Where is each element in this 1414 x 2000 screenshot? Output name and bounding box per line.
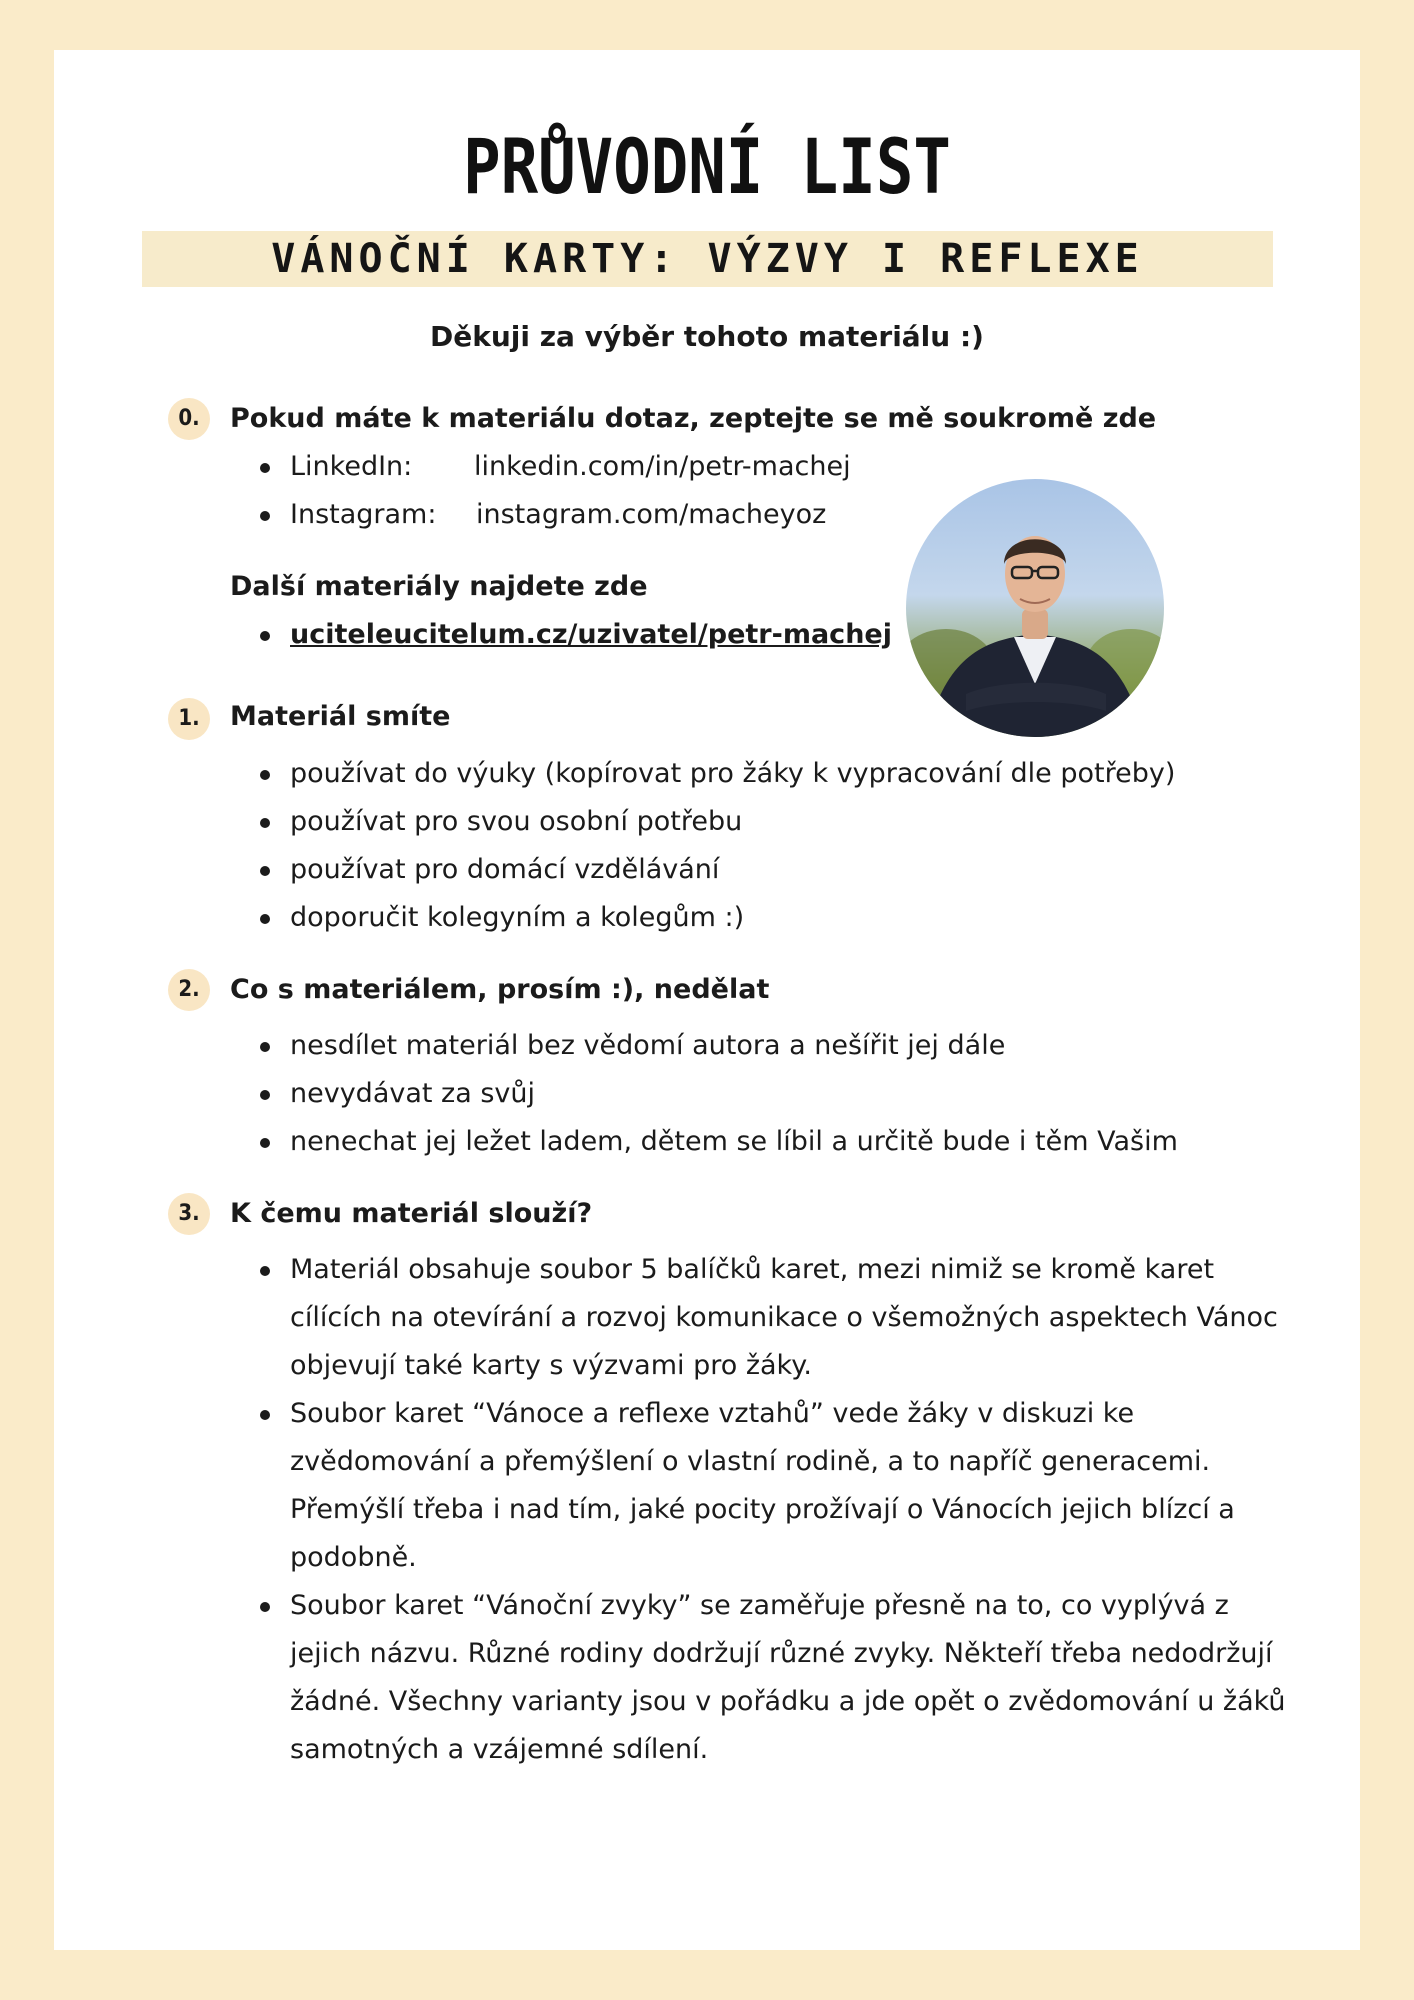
contact-label: Instagram:	[290, 499, 437, 530]
list-item: doporučit kolegyním a kolegům :)	[290, 894, 744, 942]
list-item: Soubor karet “Vánoce a reflexe vztahů” vede žáky v diskuzi ke zvědomování a přemýšlení o vlastní rodině, a to napříč generacemi. Přemýšlí třeba i nad tím, jaké pocity prožívají o Vánocích jejich blízcí a podobně.	[290, 1390, 1290, 1582]
list-item: nesdílet materiál bez vědomí autora a nešířit jej dále	[290, 1022, 1005, 1070]
list-item: Soubor karet “Vánoční zvyky” se zaměřuje přesně na to, co vyplývá z jejich názvu. Různé rodiny dodržují různé zvyky. Někteří třeba nedodržují žádné. Všechny varianty jsou v pořádku a jde opět o zvědomování u žáků samotných a vzájemné sdílení.	[290, 1582, 1290, 1774]
list-item: používat pro domácí vzdělávání	[290, 846, 719, 894]
list-item: používat pro svou osobní potřebu	[290, 798, 742, 846]
linkedin-link[interactable]: linkedin.com/in/petr-machej	[474, 451, 851, 482]
author-photo	[906, 479, 1164, 737]
instagram-link[interactable]: instagram.com/macheyoz	[476, 499, 827, 530]
section-number-2: 2.	[168, 969, 210, 1011]
section-heading-3: K čemu materiál slouží?	[230, 1198, 593, 1229]
section-heading-0: Pokud máte k materiálu dotaz, zeptejte se mě soukromě zde	[230, 403, 1157, 434]
thanks-note: Děkuji za výběr tohoto materiálu :)	[430, 320, 984, 353]
section-heading-1: Materiál smíte	[230, 701, 451, 732]
list-item: nevydávat za svůj	[290, 1070, 535, 1118]
section-number-1: 1.	[168, 698, 210, 740]
contact-linkedin	[290, 443, 851, 491]
contact-label: LinkedIn:	[290, 451, 413, 482]
contact-instagram	[290, 491, 827, 539]
section-number-0: 0.	[168, 398, 210, 440]
section-heading-2: Co s materiálem, prosím :), nedělat	[230, 974, 770, 1005]
more-materials-heading: Další materiály najdete zde	[230, 571, 648, 602]
list-item: nenechat jej ležet ladem, dětem se líbil a určitě bude i těm Vašim	[290, 1118, 1178, 1166]
more-materials-link[interactable]: uciteleucitelum.cz/uzivatel/petr-machej	[290, 611, 892, 659]
document-title: PRŮVODNÍ LIST	[463, 122, 951, 211]
list-item: Materiál obsahuje soubor 5 balíčků karet, mezi nimiž se kromě karet cílících na otevírání a rozvoj komunikace o všemožných aspektech Vánoc objevují také karty s výzvami pro žáky.	[290, 1246, 1290, 1390]
author-photo-illustration	[906, 479, 1164, 737]
section-number-3: 3.	[168, 1193, 210, 1235]
document-subtitle: VÁNOČNÍ KARTY: VÝZVY I REFLEXE	[271, 236, 1144, 282]
list-item: používat do výuky (kopírovat pro žáky k vypracování dle potřeby)	[290, 750, 1175, 798]
